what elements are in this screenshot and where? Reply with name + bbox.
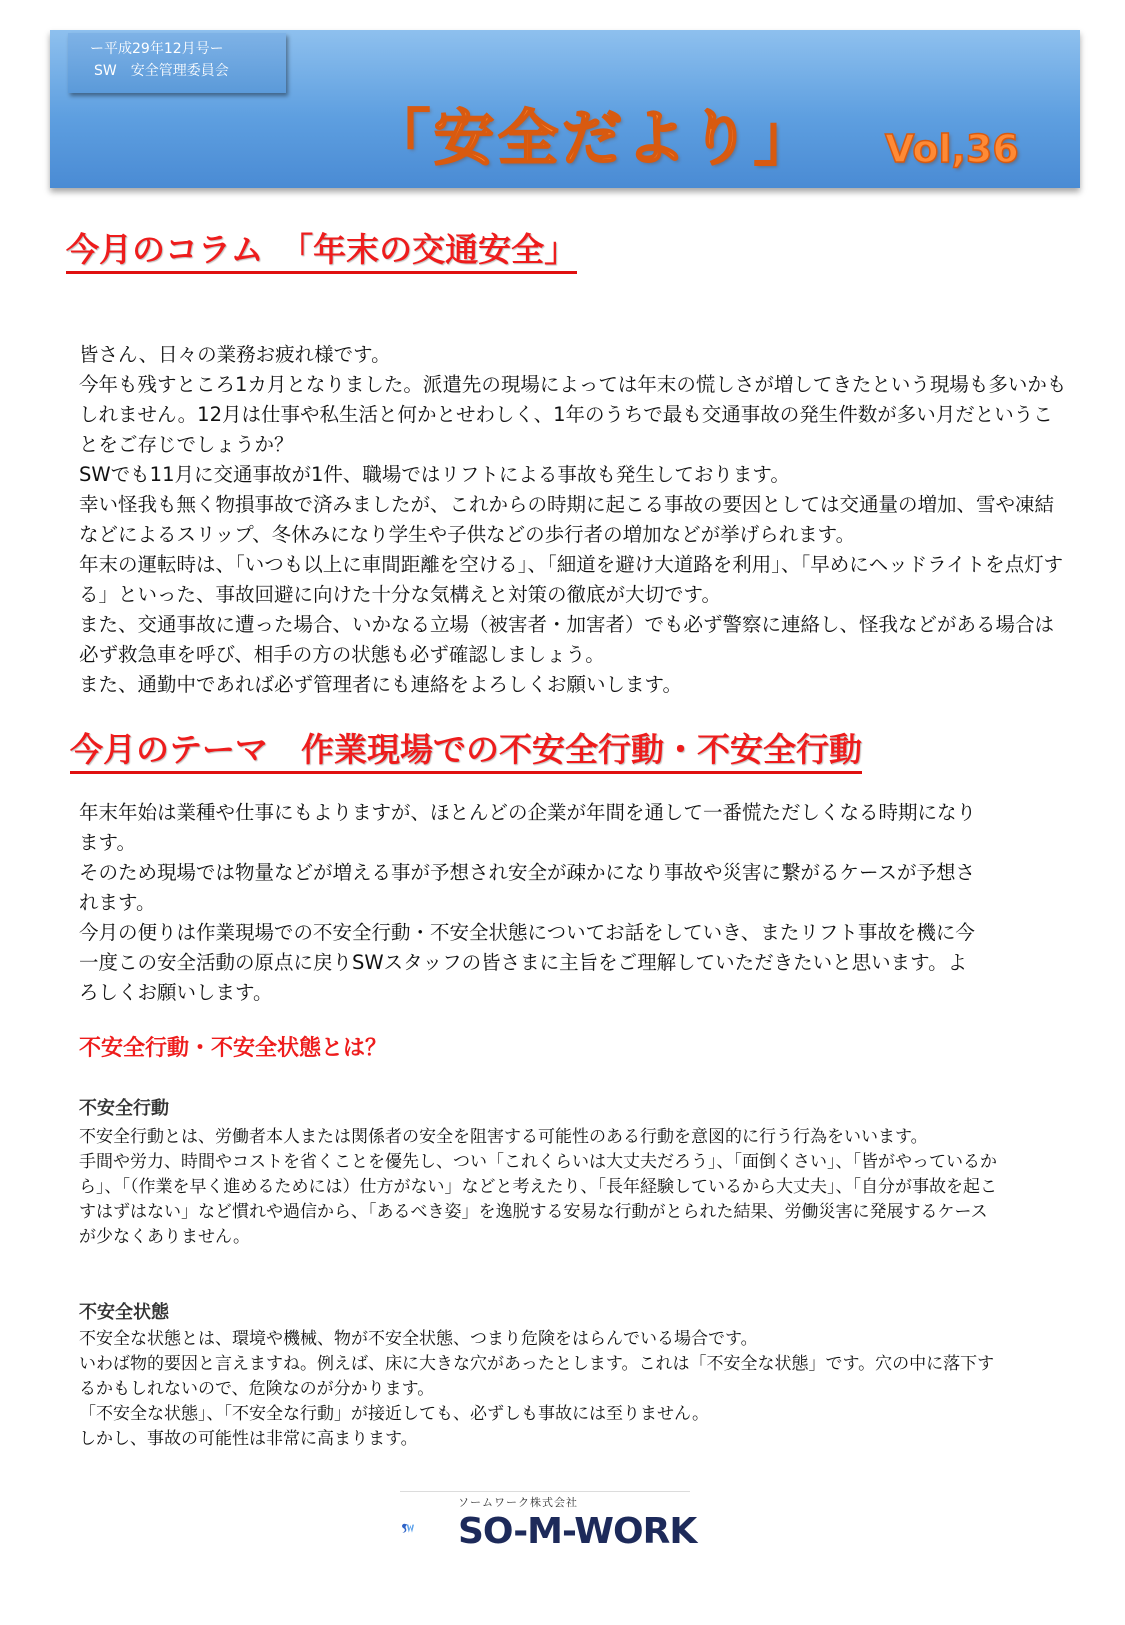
column-paragraph: SWでも11月に交通事故が1件、職場ではリフトによる事故も発生しております。 xyxy=(79,463,790,486)
committee-name: SW 安全管理委員会 xyxy=(94,63,229,79)
unsafe-action-term: 不安全行動 xyxy=(79,1098,169,1119)
volume-number: Vol,36 xyxy=(885,127,1019,171)
unsafe-state-term: 不安全状態 xyxy=(79,1302,169,1323)
unsafe-action-paragraph: 不安全行動とは、労働者本人または関係者の安全を阻害する可能性のある行動を意図的に行う行為をいいます。 xyxy=(79,1127,928,1147)
unsafe-state-paragraph: 「不安全な状態」、「不安全な行動」が接近しても、必ずしも事故には至りません。 xyxy=(79,1404,710,1424)
company-name-kana: ソームワーク株式会社 xyxy=(458,1496,578,1509)
company-logo-icon xyxy=(400,1493,460,1563)
theme-paragraph: 今月の便りは作業現場での不安全行動・不安全状態についてお話をしていき、またリフト事故を機に今一度この安全活動の原点に戻りSWスタッフの皆さまに主旨をご理解していただきたいと思います。よろしくお願いします。 xyxy=(79,921,975,1004)
column-heading-text: 今月のコラム 「年末の交通安全」 xyxy=(66,230,578,269)
column-paragraph: 年末の運転時は、「いつも以上に車間距離を空ける」、「細道を避け大道路を利用」、「早めにヘッドライトを点灯する」といった、事故回避に向けた十分な気構えと対策の徹底が大切です。 xyxy=(79,553,1064,606)
column-paragraph: 皆さん、日々の業務お疲れ様です。 xyxy=(79,343,391,366)
column-paragraph: また、交通事故に遭った場合、いかなる立場（被害者・加害者）でも必ず警察に連絡し、怪我などがある場合は必ず救急車を呼び、相手の方の状態も必ず確認しましょう。 xyxy=(79,613,1055,666)
company-name: SO-M-WORK xyxy=(458,1511,697,1552)
column-body xyxy=(79,340,1069,700)
theme-heading-text: 今月のテーマ 作業現場での不安全行動・不安全行動 xyxy=(70,730,862,769)
theme-paragraph: そのため現場では物量などが増える事が予想され安全が疎かになり事故や災害に繋がるケースが予想されます。 xyxy=(79,861,976,914)
newsletter-title: 「安全だより」 xyxy=(370,104,818,174)
column-paragraph: 今年も残すところ1カ月となりました。派遣先の現場によっては年末の慌しさが増してきたという現場も多いかもしれません。12月は仕事や私生活と何かとせわしく、1年のうちで最も交通事故の発生件数が多い月だということをご存じでしょうか？ xyxy=(79,373,1067,456)
column-paragraph: 幸い怪我も無く物損事故で済みましたが、これからの時期に起こる事故の要因としては交通量の増加、雪や凍結などによるスリップ、冬休みになり学生や子供などの歩行者の増加などが挙げられます。 xyxy=(79,493,1055,546)
column-heading xyxy=(66,228,577,272)
footer-divider xyxy=(400,1491,690,1492)
unsafe-action-body xyxy=(79,1125,999,1250)
issue-date: ー平成29年12月号ー xyxy=(90,41,224,57)
theme-heading xyxy=(70,728,862,772)
column-paragraph: また、通勤中であれば必ず管理者にも連絡をよろしくお願いします。 xyxy=(79,673,682,696)
unsafe-state-paragraph: 不安全な状態とは、環境や機械、物が不安全状態、つまり危険をはらんでいる場合です。 xyxy=(79,1329,758,1349)
definition-subheading: 不安全行動・不安全状態とは？ xyxy=(79,1036,388,1061)
column-heading-underline xyxy=(66,271,577,274)
theme-heading-underline xyxy=(70,771,862,774)
unsafe-state-body xyxy=(79,1327,999,1452)
issue-label xyxy=(68,33,286,93)
unsafe-state-paragraph: いわば物的要因と言えますね。例えば、床に大きな穴があったとします。これは「不安全な状態」です。穴の中に落下するかもしれないので、危険なのが分かります。 xyxy=(79,1354,995,1399)
unsafe-action-paragraph: 手間や労力、時間やコストを省くことを優先し、つい「これくらいは大丈夫だろう」、「面倒くさい」、「皆がやっているから」、「（作業を早く進めるためには）仕方がない」などと考えたり、「長年経験しているから大丈夫」、「自分が事故を起こすはずはない」など慣れや過信から、「あるべき姿」を逸脱する安易な行動がとられた結果、労働災害に発展するケースが少なくありません。 xyxy=(79,1152,997,1247)
theme-paragraph: 年末年始は業種や仕事にもよりますが、ほとんどの企業が年間を通して一番慌ただしくなる時期になります。 xyxy=(79,801,977,854)
theme-body xyxy=(79,798,979,1008)
unsafe-state-paragraph: しかし、事故の可能性は非常に高まります。 xyxy=(79,1429,418,1449)
